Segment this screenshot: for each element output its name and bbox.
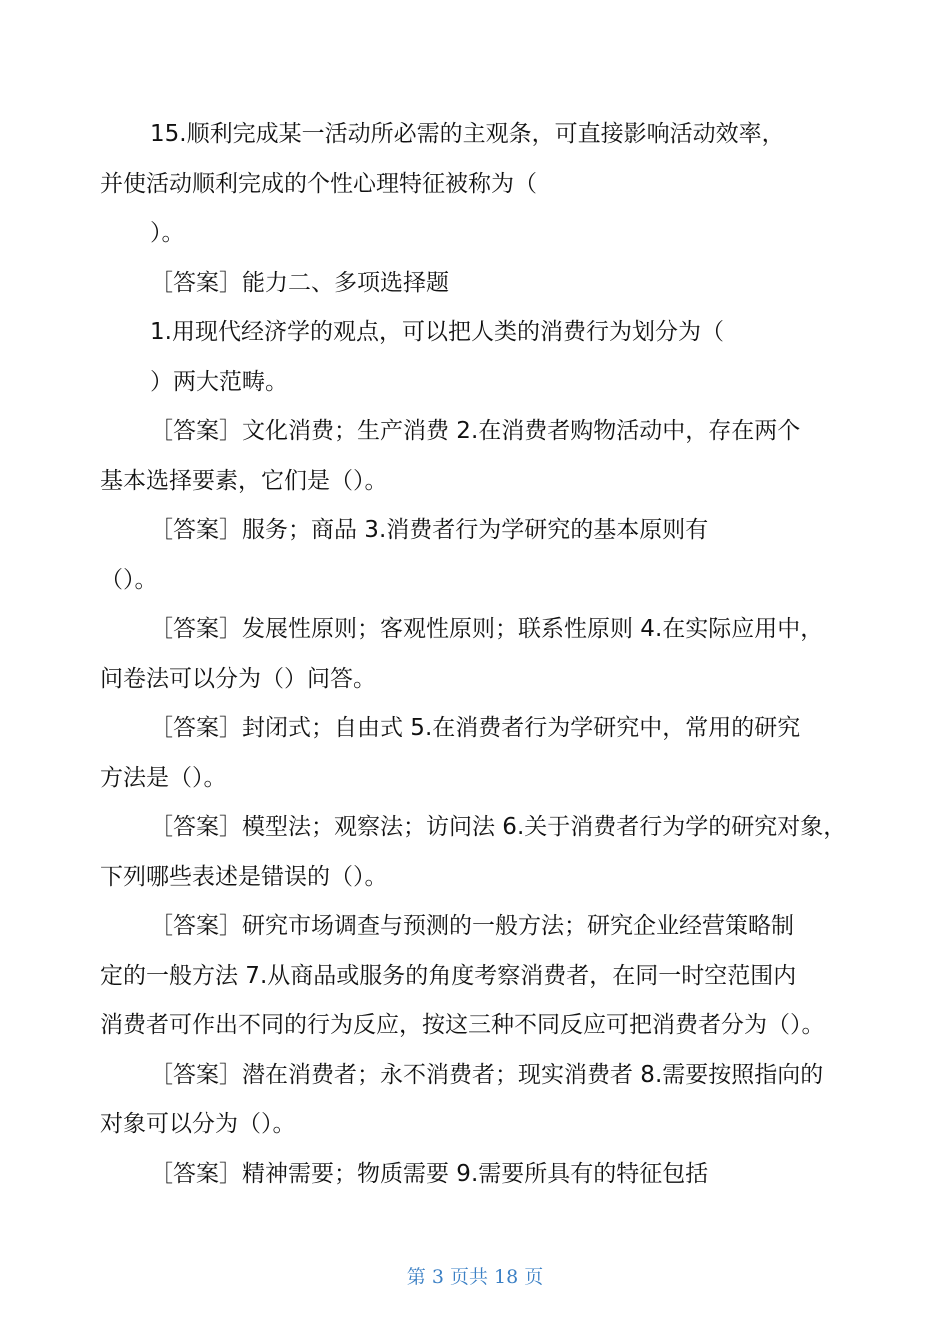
- text-line: 并使活动顺利完成的个性心理特征被称为（: [100, 170, 537, 197]
- text-line: ［答案］模型法；观察法；访问法 6.关于消费者行为学的研究对象，: [150, 814, 847, 840]
- text-line: ）。: [150, 220, 185, 246]
- text-line: ［答案］文化消费；生产消费 2.在消费者购物活动中，存在两个: [150, 418, 801, 444]
- text-line: 定的一般方法 7.从商品或服务的角度考察消费者，在同一时空范围内: [100, 962, 797, 989]
- text-line: 问卷法可以分为（）问答。: [100, 665, 376, 692]
- text-line: ［答案］研究市场调查与预测的一般方法；研究企业经营策略制: [150, 913, 794, 939]
- page-footer: 第 3 页共 18 页: [406, 1266, 544, 1288]
- text-line: 方法是（）。: [100, 764, 227, 791]
- text-line: 对象可以分为（）。: [100, 1111, 296, 1137]
- text-line: 消费者可作出不同的行为反应，按这三种不同反应可把消费者分为（）。: [100, 1012, 825, 1038]
- text-line: ［答案］发展性原则；客观性原则；联系性原则 4.在实际应用中，: [150, 616, 824, 642]
- text-line: ）两大范畴。: [150, 368, 288, 395]
- text-line: ［答案］服务；商品 3.消费者行为学研究的基本原则有: [150, 517, 709, 543]
- text-line: 15.顺利完成某一活动所必需的主观条，可直接影响活动效率，: [150, 121, 785, 147]
- text-line: ［答案］能力二、多项选择题: [150, 269, 449, 296]
- text-line: 下列哪些表述是错误的（）。: [100, 863, 388, 890]
- text-line: ［答案］潜在消费者；永不消费者；现实消费者 8.需要按照指向的: [150, 1061, 824, 1088]
- document-body: [100, 110, 860, 1199]
- text-line: ［答案］封闭式；自由式 5.在消费者行为学研究中，常用的研究: [150, 715, 801, 741]
- text-line: （）。: [100, 566, 158, 593]
- text-line: ［答案］精神需要；物质需要 9.需要所具有的特征包括: [150, 1160, 709, 1187]
- text-line: 1.用现代经济学的观点，可以把人类的消费行为划分为（: [150, 319, 724, 345]
- text-line: 基本选择要素，它们是（）。: [100, 467, 388, 494]
